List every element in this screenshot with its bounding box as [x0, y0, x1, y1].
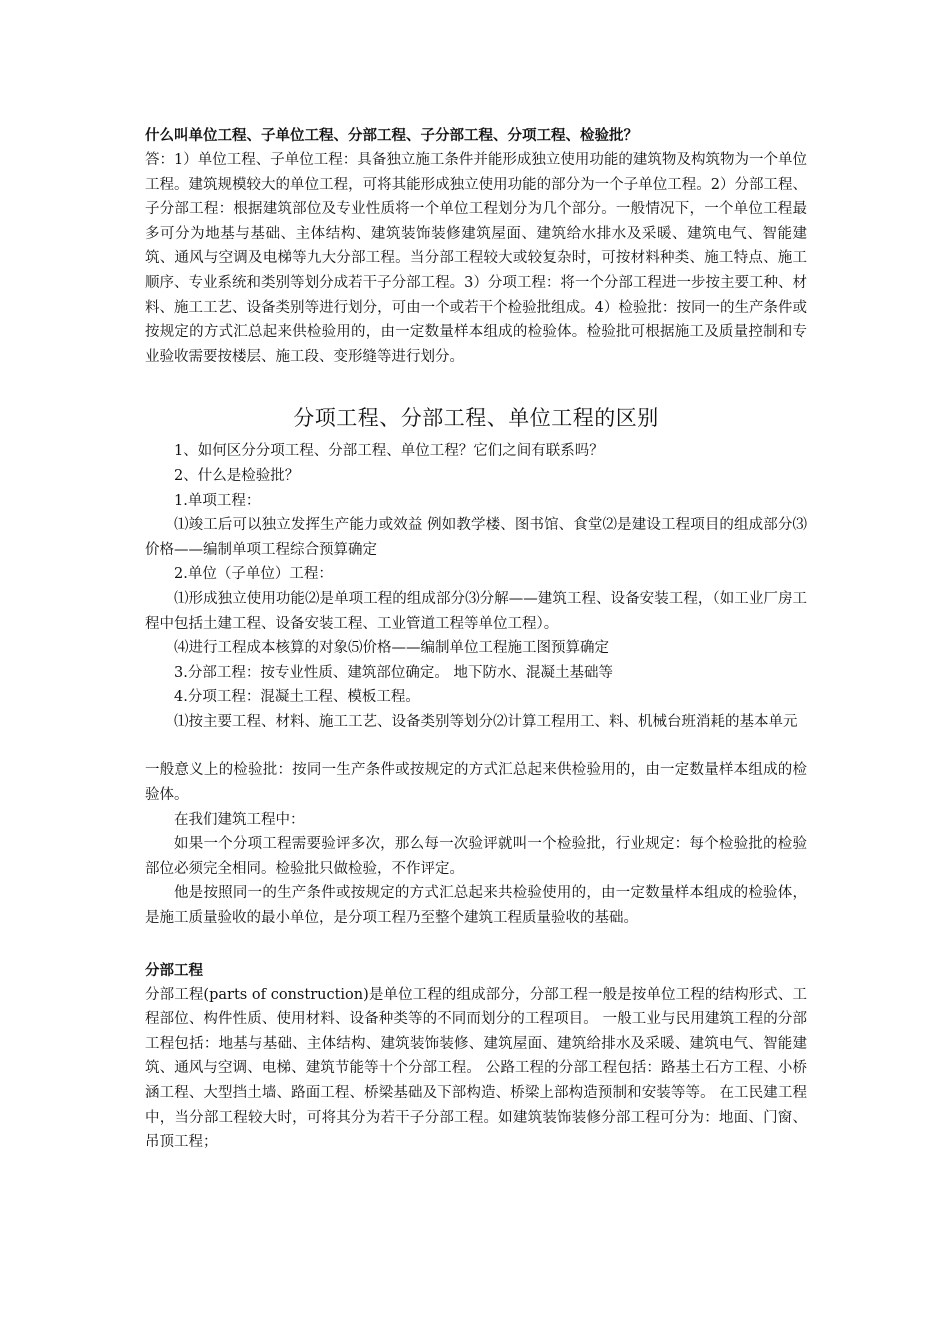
paragraph-gap	[145, 734, 807, 758]
inspection-basis: 他是按照同一的生产条件或按规定的方式汇总起来共检验使用的，由一定数量样本组成的检验体，是施工质量验收的最小单位，是分项工程乃至整个建筑工程质量验收的基础。	[145, 885, 807, 927]
heading-division-project: 3.分部工程：按专业性质、建筑部位确定。 地下防水、混凝土基础等	[174, 664, 613, 681]
question-title: 什么叫单位工程、子单位工程、分部工程、子分部工程、分项工程、检验批？	[145, 128, 638, 144]
inspection-intro: 在我们建筑工程中：	[174, 811, 305, 828]
list-question-2: 2、什么是检验批？	[174, 467, 300, 484]
unit-project-cost: ⑷进行工程成本核算的对象⑸价格——编制单位工程施工图预算确定	[174, 640, 609, 657]
section-title: 分项工程、分部工程、单位工程的区别	[293, 406, 659, 431]
heading-unit-project: 2.单位（子单位）工程：	[174, 566, 333, 583]
subitem-project-detail: ⑴按主要工程、材料、施工工艺、设备类别等划分⑵计算工程用工、料、机械台班消耗的基本单元	[174, 713, 798, 730]
answer-paragraph: 答：1）单位工程、子单位工程：具备独立施工条件并能形成独立使用功能的建筑物及构筑物为一个单位工程。建筑规模较大的单位工程，可将其能形成独立使用功能的部分为一个子单位工程。2）分部工程、子分部工程：根据建筑部位及专业性质将一个单位工程划分为几个部分。一般情况下，一个单位工程最多可分为地基与基础、主体结构、建筑装饰装修建筑屋面、建筑给水排水及采暖、建筑电气、智能建筑、通风与空调及电梯等九大分部工程。当分部工程较大或较复杂时，可按材料种类、施工特点、施工顺序、专业系统和类别等划分成若干子分部工程。3）分项工程：将一个分部工程进一步按主要工种、材料、施工工艺、设备类别等进行划分，可由一个或若干个检验批组成。4）检验批：按同一的生产条件或按规定的方式汇总起来供检验用的，由一定数量样本组成的检验体。检验批可根据施工及质量控制和专业验收需要按楼层、施工段、变形缝等进行划分。	[145, 152, 807, 365]
single-project-detail: ⑴竣工后可以独立发挥生产能力或效益 例如教学楼、图书馆、食堂⑵是建设工程项目的组成部分⑶价格——编制单项工程综合预算确定	[145, 517, 807, 558]
document-page	[145, 124, 807, 1155]
subdivision-title: 分部工程	[145, 962, 203, 979]
inspection-rule: 如果一个分项工程需要验评多次，那么每一次验评就叫一个检验批，行业规定：每个检验批的检验部位必须完全相同。检验批只做检验，不作评定。	[145, 836, 807, 877]
heading-subitem-project: 4.分项工程：混凝土工程、模板工程。	[174, 689, 420, 706]
subdivision-body: 分部工程(parts of construction)是单位工程的组成部分，分部工程一般是按单位工程的结构形式、工程部位、构件性质、使用材料、设备种类等的不同而划分的工程项目。 一般工业与民用建筑工程的分部工程包括：地基与基础、主体结构、建筑装饰装修、建筑屋面、建筑给排水及采暖、建筑电气、智能建筑、通风与空调、电梯、建筑节能等十个分部工程。 公路工程的分部工程包括：路基土石方工程、小桥涵工程、大型挡土墙、路面工程、桥梁基础及下部构造、桥梁上部构造预制和安装等等。 在工民建工程中，当分部工程较大时，可将其分为若干子分部工程。如建筑装饰装修分部工程可分为：地面、门窗、吊顶工程；	[145, 986, 807, 1151]
heading-single-project: 1.单项工程：	[174, 492, 261, 509]
unit-project-detail: ⑴形成独立使用功能⑵是单项工程的组成部分⑶分解——建筑工程、设备安装工程，（如工业厂房工程中包括土建工程、设备安装工程、工业管道工程等单位工程）。	[145, 590, 807, 632]
list-question-1: 1、如何区分分项工程、分部工程、单位工程？它们之间有联系吗？	[174, 443, 604, 460]
inspection-definition: 一般意义上的检验批：按同一生产条件或按规定的方式汇总起来供检验用的，由一定数量样本组成的检验体。	[145, 762, 807, 804]
